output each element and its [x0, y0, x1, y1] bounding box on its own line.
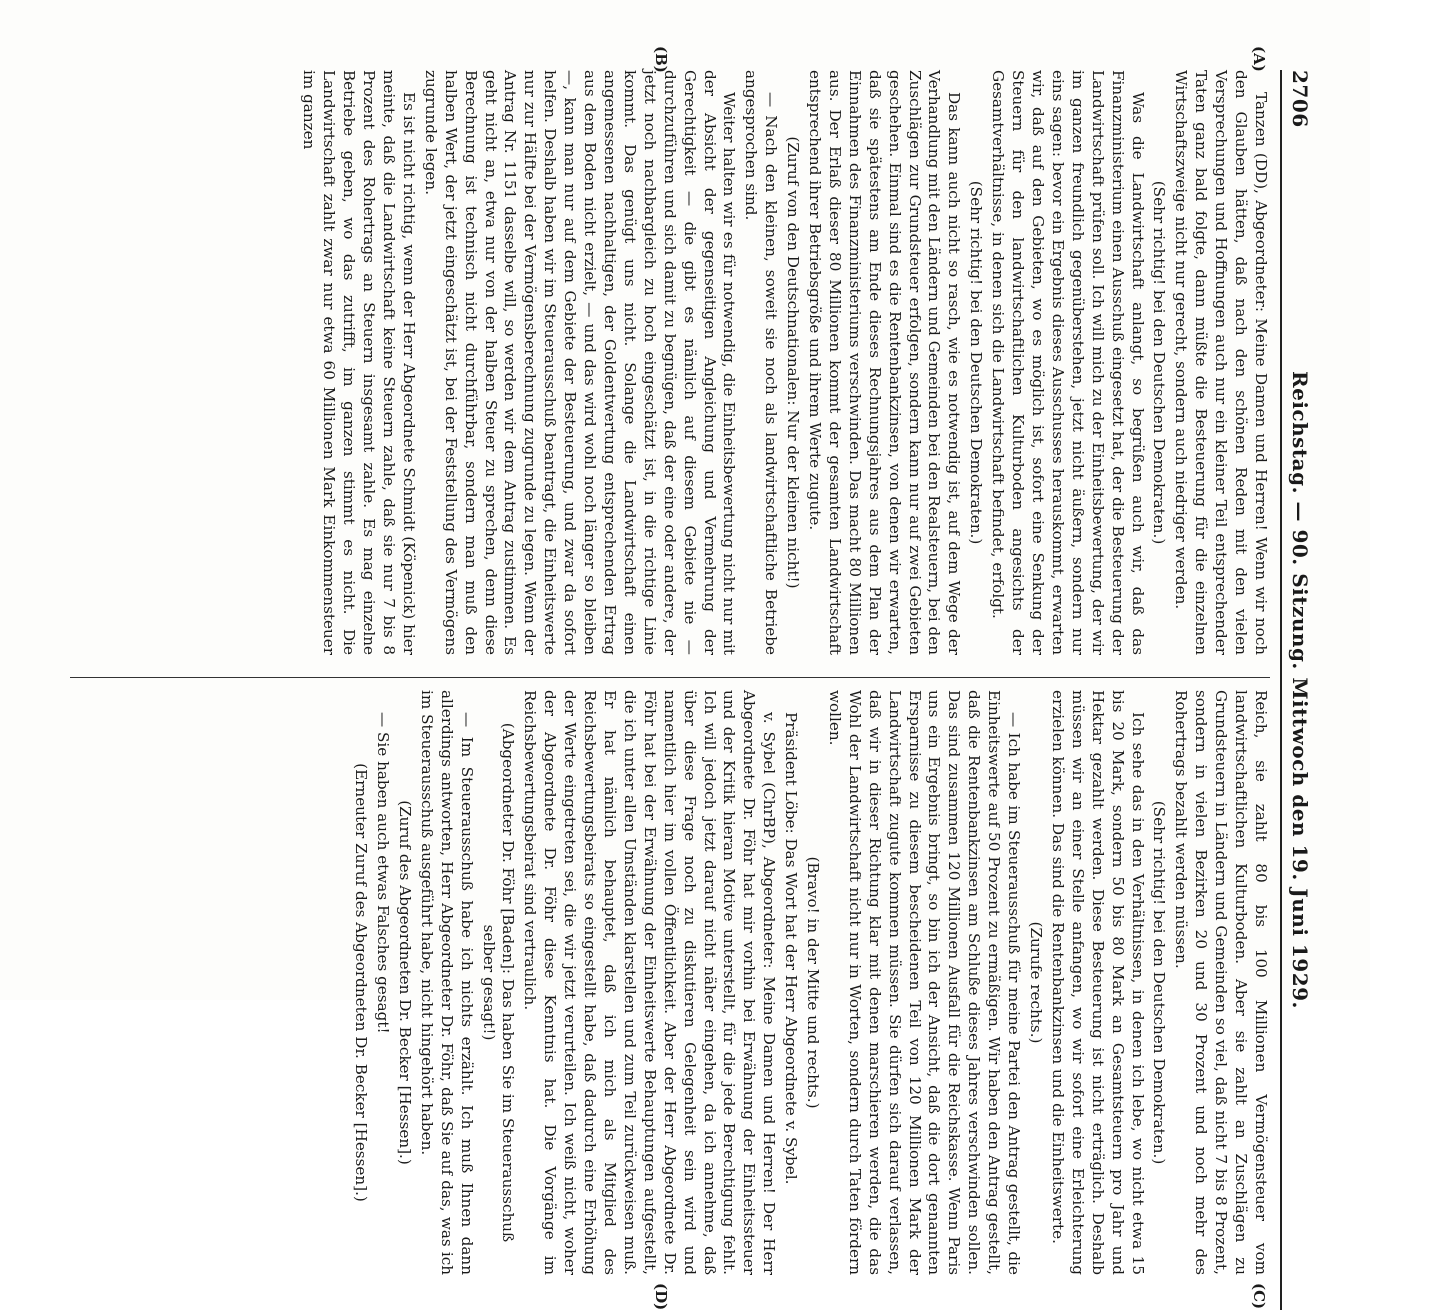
interjection: (Sehr richtig! bei den Deutschen Demokraten.)	[1150, 800, 1169, 1165]
margin-marker-c: (C)	[1250, 1283, 1268, 1310]
running-title: Reichstag. — 90. Sitzung. Mittwoch den 19. Juni 1929.	[1288, 370, 1312, 1010]
margin-marker-d: (D)	[652, 1283, 670, 1310]
paragraph: — Nach den kleinen, soweit sie noch als landwirtschaftliche Betriebe angesprochen sind.	[742, 70, 781, 655]
interjection: (Abgeordneter Dr. Föhr [Baden]: Das haben Sie im Steuerausschuß selber gesagt!)	[479, 722, 518, 1243]
paragraph: Das kann auch nicht so rasch, wie es notwendig ist, auf dem Wege der Verhandlung mit den Ländern und Gemeinden bei den Realsteuern, bei den Zuschlägen zur Grundsteuer erfolgen, sondern kann nur auf zwei Gebieten geschehen. Einmal sind es die Rentenbankzinsen, von denen wir erwarten, daß sie spätestens am Ende dieses Rechnungsjahres aus dem Plan der Einnahmen des Finanzministeriums verschwinden. Das macht 80 Millionen aus. Der Erlaß dieser 80 Millionen kommt der gesamten Landwirtschaft entsprechend ihrer Betriebsgröße und ihrem Werte zugute.	[806, 70, 964, 655]
interjection: (Zuruf des Abgeordneten Dr. Becker [Hessen].)	[395, 800, 414, 1165]
interjection: (Bravo! in der Mitte und rechts.)	[804, 856, 823, 1109]
paragraph: — Ich habe im Steuerausschuß für meine Partei den Antrag gestellt, die Einheitswerte auf 50 Prozent zu ermäßigen. Wir haben den Antrag gestellt, daß die Rentenbankzinsen am Schluße dieses Jahres verschwinden sollen. Das sind zusammen 120 Millionen Ausfall für die Reichskasse. Wenn Paris uns ein Ergebnis bringt, so bin ich der Ansicht, daß die dort genannten Ersparnisse zu diesem bescheidenen Teil von 120 Millionen Mark der Landwirtschaft zugute kommen müssen. Sie dürfen sich darauf verlassen, daß wir in dieser Richtung klar mit denen marschieren werden, die das Wohl der Landwirtschaft nicht nur in Worten, sondern durch Taten fördern wollen.	[825, 690, 1024, 1275]
paragraph: Ich sehe das in den Verhältnissen, in denen ich lebe, wo nicht etwa 15 bis 20 Mark, sondern 50 bis 80 Mark an Gesamtsteuern pro Jahr und Hektar gezahlt werden. Diese Besteuerung ist nicht erträglich. Deshalb müssen wir an einer Stelle anfangen, wo wir sofort eine Erleichterung erzielen können. Das sind die Rentenbankzinsen und die Einheitswerte.	[1048, 690, 1147, 1275]
right-column	[348, 690, 1270, 1275]
paragraph: — Sie haben auch etwas Falsches gesagt!	[374, 712, 393, 1034]
paragraph: Tanzen (DD), Abgeordneter: Meine Damen und Herren! Wenn wir noch den Glauben hätten, daß nach den schönen Reden mit den vielen Versprechungen und Hoffnungen auch nur ein kleiner Teil entsprechender Taten ganz bald folgte, dann müßte die Besteuerung für die einzelnen Wirtschaftszweige nicht nur gerecht, sondern auch niedriger werden.	[1172, 70, 1270, 655]
margin-marker-b: (B)	[652, 46, 670, 73]
interjection: (Sehr richtig! bei den Deutschen Demokraten.)	[1150, 180, 1169, 545]
paragraph: Weiter halten wir es für notwendig, die Einheitsbewertung nicht nur mit der Absicht der gegenseitigen Angleichung und Vermehrung der Gerechtigkeit — die gibt es nämlich auf diesem Gebiete nie — durchzuführen und sich damit zu begnügen, daß der eine oder andere, der jetzt noch nachbargleich zu hoch eingeschätzt ist, in die richtige Linie kommt. Das genügt uns nicht. Solange die Landwirtschaft einen angemessenen nachhaltigen, der Goldentwertung entsprechenden Ertrag aus dem Boden nicht erzielt, — und das wird wohl noch länger so bleiben —, kann man nur auf dem Gebiete der Besteuerung, und zwar da sofort helfen. Deshalb haben wir im Steuerausschuß beantragt, die Einheitswerte nur zur Hälfte bei der Vermögensberechnung zugrunde zu legen. Wenn der Antrag Nr. 1151 dasselbe will, so werden wir dem Antrag zustimmen. Es geht nicht an, etwa nur von der halben Steuer zu sprechen, denn diese Berechnung ist technisch nicht durchführbar, sondern man muß den halben Wert, der jetzt eingeschätzt ist, bei der Feststellung des Vermögens zugrunde legen.	[421, 70, 739, 655]
interjection: (Erneuter Zuruf des Abgeordneten Dr. Becker [Hessen].)	[352, 763, 371, 1202]
page-header	[1280, 70, 1312, 1310]
paragraph: Reich, sie zahlt 80 bis 100 Millionen Vermögensteuer vom landwirtschaftlichen Kulturboden. Aber sie zahlt an Zuschlägen zu Grundsteuern in Ländern und Gemeinden so viel, daß nicht 7 bis 8 Prozent, sondern in vielen Bezirken 20 und 30 Prozent und noch mehr des Rohertrags bezahlt werden müssen.	[1172, 690, 1270, 1275]
paragraph: v. Sybel (ChrBP), Abgeordneter: Meine Damen und Herren! Der Herr Abgeordnete Dr. Föhr hat mir vorhin bei Erwähnung der Einheitssteuer und der Kritik hieran Motive unterstellt, für die jede Berechtigung fehlt. Ich will jedoch jetzt darauf nicht näher eingehen, da ich annehme, daß über diese Frage noch zu diskutieren Gelegenheit sein wird und namentlich hier im vollen Öffentlichkeit. Aber der Herr Abgeordnete Dr. Föhr hat bei der Erwähnung der Einheitswerte Behauptungen aufgestellt, die ich unter allen Umständen klarstellen und zum Teil zurückweisen muß. Er hat nämlich behauptet, daß ich mich als Mitglied des Reichsbewertungsbeirats so eingestellt habe, daß dadurch eine Erhöhung der Werte eingetreten sei, die wir jetzt verurteilen. Ich weiß nicht, woher der Abgeordnete Dr. Föhr diese Kenntnis hat. Die Vorgänge im Reichsbewertungsbeirat sind vertraulich.	[521, 690, 779, 1275]
page-number: 2706	[1288, 70, 1312, 128]
left-column	[297, 70, 1271, 655]
column-divider	[70, 677, 1270, 678]
interjection: (Sehr richtig! bei den Deutschen Demokraten.)	[967, 180, 986, 545]
paragraph: Es ist nicht richtig, wenn der Herr Abgeordnete Schmidt (Köpenick) hier meinte, daß die Landwirtschaft keine Steuern zahle, daß sie nur 7 bis 8 Prozent des Rohertrags an Steuern insgesamt zahle. Es mag einzelne Betriebe geben, wo das zutrifft, im ganzen stimmt es nicht. Die Landwirtschaft zahlt zwar nur etwa 60 Millionen Mark Einkommensteuer im ganzen	[300, 70, 418, 655]
paragraph: — Im Steuerausschuß habe ich nichts erzählt. Ich muß Ihnen dann allerdings antworten, Herr Abgeordneter Dr. Föhr, daß Sie auf das, was ich im Steuerausschuß ausgeführt habe, nicht hingehört haben.	[417, 690, 476, 1275]
margin-marker-a: (A)	[1250, 46, 1268, 72]
interjection: (Zurufe rechts.)	[1027, 921, 1046, 1044]
paragraph: Was die Landwirtschaft anlangt, so begrüßen auch wir, daß das Finanzministerium einen Ausschuß eingesetzt hat, der die Besteuerung der Landwirtschaft prüfen soll. Ich will mich zu der Einheitsbewertung, der wir im ganzen freundlich gegenüberstehen, jetzt nicht äußern, sondern nur eins sagen: bevor ein Ergebnis dieses Ausschusses herauskommt, erwarten wir, daß auf den Gebieten, wo es möglich ist, sofort eine Senkung der Steuern für den landwirtschaftlichen Kulturboden angesichts der Gesamtverhältnisse, in denen sich die Landwirtschaft befindet, erfolgt.	[989, 70, 1147, 655]
paragraph: Präsident Löbe: Das Wort hat der Herr Abgeordnete v. Sybel.	[782, 712, 801, 1185]
interjection: (Zuruf von den Deutschnationalen: Nur der kleinen nicht!)	[784, 136, 803, 589]
